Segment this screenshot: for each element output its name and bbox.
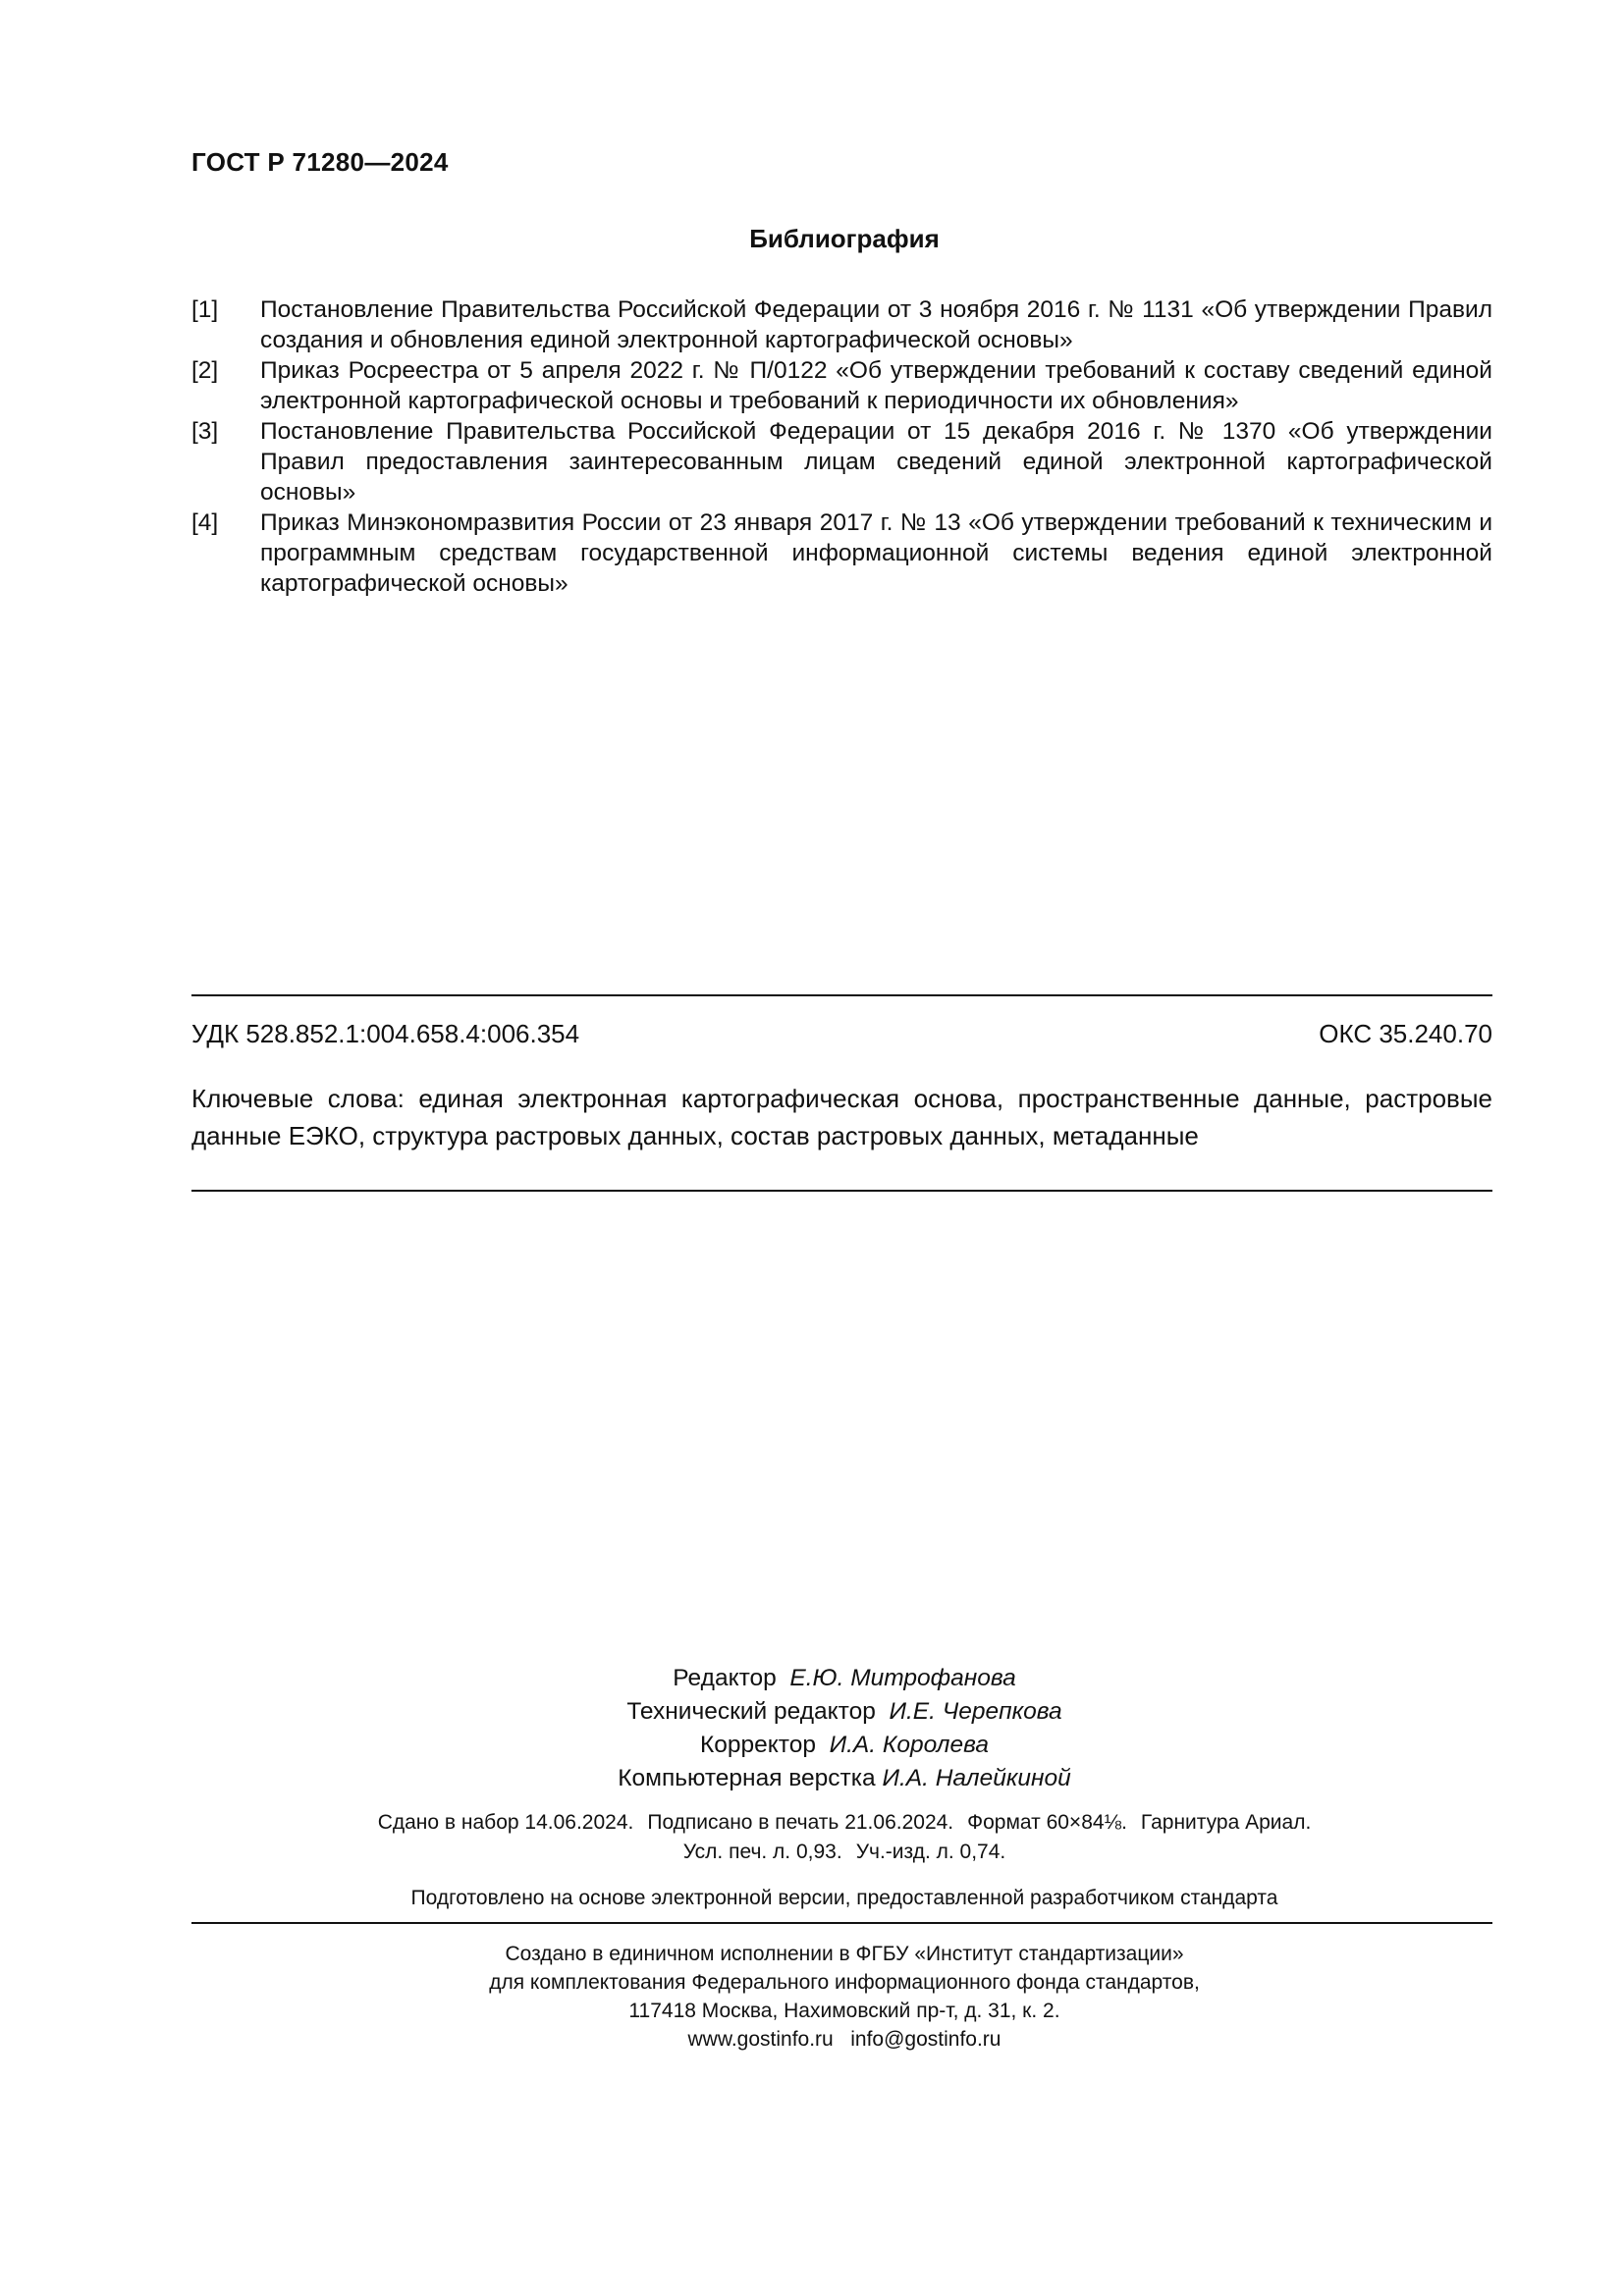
staff-name: И.Е. Черепкова [889,1698,1062,1725]
staff-name: Е.Ю. Митрофанова [789,1665,1016,1691]
staff-line [0,1729,1624,1762]
staff-role: Технический редактор [626,1698,876,1725]
bibliography-item-number: [4] [191,509,219,536]
signed-date: Подписано в печать 21.06.2024. [647,1811,954,1834]
staff-line [0,1662,1624,1695]
divider-keywords [191,1190,1492,1192]
staff-name: И.А. Королева [829,1732,989,1758]
staff-role: Редактор [673,1665,777,1691]
prepared-note: Подготовлено на основе электронной версии, предоставленной разработчиком стандарта [410,1887,1278,1909]
typeface: Гарнитура Ариал. [1140,1811,1312,1834]
bibliography-item [191,294,1492,355]
bibliography-title: Библиография [749,224,940,253]
divider-top [191,994,1492,996]
publisher-line: Создано в единичном исполнении в ФГБУ «Институт стандартизации» [505,1943,1184,1965]
bibliography-item [191,416,1492,507]
submitted-date: Сдано в набор 14.06.2024. [377,1811,634,1834]
staff-line [0,1695,1624,1729]
publisher-contacts [0,2025,1624,2054]
bibliography-list [191,294,1492,599]
publisher-block [0,1940,1624,2054]
bibliography-item-text: Приказ Минэкономразвития России от 23 января 2017 г. № 13 «Об утверждении требований к техническим и программным средствам государственной информационной системы ведения единой электронной картографической основы» [260,509,1492,597]
publisher-line: для комплектования Федерального информационного фонда стандартов, [489,1971,1200,1994]
oks-code: ОКС 35.240.70 [1319,1019,1492,1048]
bibliography-item [191,507,1492,599]
publisher-sheets: Уч.-изд. л. 0,74. [855,1841,1006,1863]
staff-line [0,1762,1624,1795]
print-info-line-1 [0,1808,1624,1838]
bibliography-item-number: [3] [191,418,219,445]
print-info [0,1808,1624,1867]
staff-role: Компьютерная верстка [618,1765,876,1791]
divider-bottom [191,1922,1492,1924]
paper-format: Формат 60×84⅛. [967,1811,1127,1834]
print-info-line-2 [0,1838,1624,1867]
bibliography-item-number: [2] [191,357,219,384]
staff-block [0,1662,1624,1795]
bibliography-item-number: [1] [191,296,219,323]
email-link[interactable]: info@gostinfo.ru [850,2028,1001,2051]
bibliography-item [191,355,1492,416]
publisher-line: 117418 Москва, Нахимовский пр-т, д. 31, к. 2. [628,2000,1060,2022]
udk-code: УДК 528.852.1:004.658.4:006.354 [191,1019,580,1048]
bibliography-item-text: Постановление Правительства Российской Федерации от 15 декабря 2016 г. № 1370 «Об утверждении Правил предоставления заинтересованным лицам сведений единой электронной картографической основы» [260,418,1492,506]
document-code: ГОСТ Р 71280—2024 [191,147,449,177]
staff-name: И.А. Налейкиной [882,1765,1071,1791]
staff-role: Корректор [700,1732,816,1758]
keywords: Ключевые слова: единая электронная картографическая основа, пространственные данные, растровые данные ЕЭКО, структура растровых данных, состав растровых данных, метаданные [191,1084,1492,1150]
bibliography-item-text: Постановление Правительства Российской Федерации от 3 ноября 2016 г. № 1131 «Об утверждении Правил создания и обновления единой электронной картографической основы» [260,296,1492,353]
print-sheets: Усл. печ. л. 0,93. [682,1841,842,1863]
website-link[interactable]: www.gostinfo.ru [687,2028,834,2051]
bibliography-item-text: Приказ Росреестра от 5 апреля 2022 г. № П/0122 «Об утверждении требований к составу сведений единой электронной картографической основы и требований к периодичности их обновления» [260,357,1492,414]
